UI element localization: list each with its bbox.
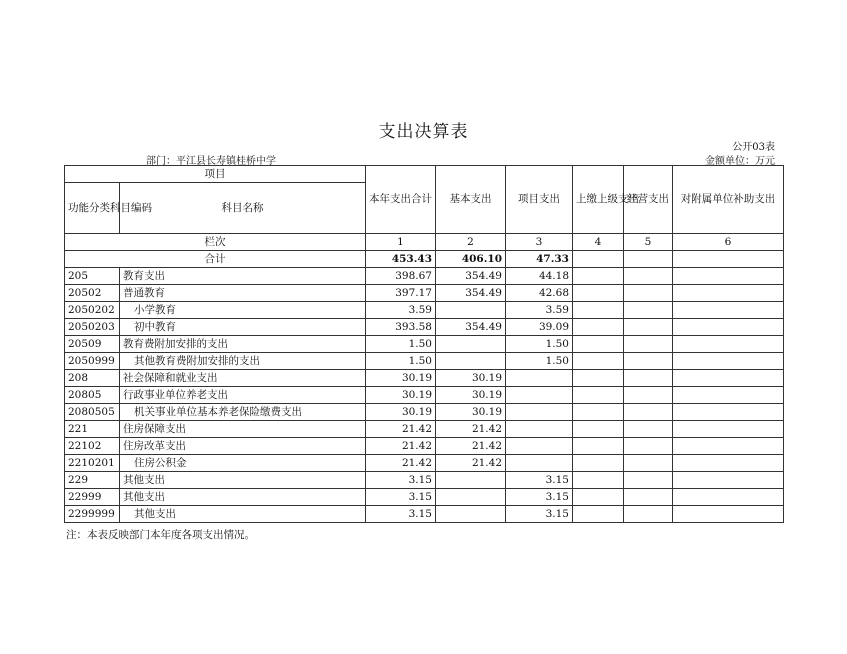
row-name: 住房公积金 <box>120 455 366 472</box>
row-basic: 21.42 <box>436 421 506 438</box>
row-total: 397.17 <box>366 285 436 302</box>
row-basic: 354.49 <box>436 268 506 285</box>
row-code: 2210201 <box>65 455 120 472</box>
header-subsidy: 对附属单位补助支出 <box>673 166 784 234</box>
sum-label: 合计 <box>65 251 366 268</box>
row-subsidy <box>673 268 784 285</box>
row-name: 小学教育 <box>120 302 366 319</box>
table-row <box>65 472 784 489</box>
form-code: 公开03表 <box>732 142 775 153</box>
row-code: 205 <box>65 268 120 285</box>
sum-total: 453.43 <box>366 251 436 268</box>
row-project <box>506 455 573 472</box>
header-business: 经营支出 <box>624 166 673 234</box>
row-code: 2050202 <box>65 302 120 319</box>
row-basic <box>436 506 506 523</box>
table-row <box>65 319 784 336</box>
row-upper <box>573 268 624 285</box>
row-total: 21.42 <box>366 455 436 472</box>
table-row <box>65 489 784 506</box>
sum-subsidy <box>673 251 784 268</box>
row-subsidy <box>673 506 784 523</box>
row-code: 208 <box>65 370 120 387</box>
row-name: 社会保障和就业支出 <box>120 370 366 387</box>
row-subsidy <box>673 421 784 438</box>
row-total: 21.42 <box>366 421 436 438</box>
department-label: 部门：平江县长寿镇桂桥中学 <box>146 156 276 167</box>
row-upper <box>573 404 624 421</box>
sum-upper <box>573 251 624 268</box>
row-subsidy <box>673 285 784 302</box>
row-total: 21.42 <box>366 438 436 455</box>
table-row <box>65 285 784 302</box>
table-row <box>65 370 784 387</box>
row-code: 22102 <box>65 438 120 455</box>
row-basic: 354.49 <box>436 285 506 302</box>
header-name: 科目名称 <box>120 183 366 234</box>
row-code: 20509 <box>65 336 120 353</box>
row-upper <box>573 370 624 387</box>
table-row <box>65 506 784 523</box>
row-subsidy <box>673 489 784 506</box>
row-total: 3.59 <box>366 302 436 319</box>
header-project: 项目支出 <box>506 166 573 234</box>
row-total: 1.50 <box>366 336 436 353</box>
row-upper <box>573 353 624 370</box>
row-basic: 30.19 <box>436 370 506 387</box>
row-subsidy <box>673 404 784 421</box>
index-cell: 3 <box>506 234 573 251</box>
row-total: 30.19 <box>366 404 436 421</box>
expenditure-table <box>64 165 784 523</box>
row-project: 3.15 <box>506 472 573 489</box>
table-row <box>65 404 784 421</box>
table-row <box>65 268 784 285</box>
row-name: 教育费附加安排的支出 <box>120 336 366 353</box>
row-code: 2080505 <box>65 404 120 421</box>
sum-row <box>65 251 784 268</box>
row-total: 3.15 <box>366 506 436 523</box>
row-subsidy <box>673 472 784 489</box>
row-name: 教育支出 <box>120 268 366 285</box>
row-project <box>506 387 573 404</box>
header-upper: 上缴上级支出 <box>573 166 624 234</box>
row-project <box>506 404 573 421</box>
header-code: 功能分类科目编码 <box>65 183 120 234</box>
row-name: 其他支出 <box>120 472 366 489</box>
row-project <box>506 370 573 387</box>
row-name: 其他支出 <box>120 506 366 523</box>
row-business <box>624 421 673 438</box>
index-cell: 1 <box>366 234 436 251</box>
row-basic: 21.42 <box>436 438 506 455</box>
row-name: 初中教育 <box>120 319 366 336</box>
row-business <box>624 404 673 421</box>
row-name: 机关事业单位基本养老保险缴费支出 <box>120 404 366 421</box>
table-row <box>65 336 784 353</box>
index-cell: 5 <box>624 234 673 251</box>
row-name: 行政事业单位养老支出 <box>120 387 366 404</box>
row-upper <box>573 336 624 353</box>
row-upper <box>573 387 624 404</box>
row-name: 其他教育费附加安排的支出 <box>120 353 366 370</box>
row-name: 住房改革支出 <box>120 438 366 455</box>
row-business <box>624 268 673 285</box>
row-upper <box>573 455 624 472</box>
row-project: 3.15 <box>506 489 573 506</box>
row-code: 2050203 <box>65 319 120 336</box>
row-basic: 30.19 <box>436 404 506 421</box>
row-basic: 354.49 <box>436 319 506 336</box>
row-name: 住房保障支出 <box>120 421 366 438</box>
row-code: 221 <box>65 421 120 438</box>
row-business <box>624 489 673 506</box>
row-basic <box>436 472 506 489</box>
index-cell: 4 <box>573 234 624 251</box>
sum-business <box>624 251 673 268</box>
row-project: 39.09 <box>506 319 573 336</box>
header-row-item <box>65 166 784 183</box>
row-basic <box>436 336 506 353</box>
row-business <box>624 472 673 489</box>
row-business <box>624 336 673 353</box>
row-basic <box>436 353 506 370</box>
row-total: 398.67 <box>366 268 436 285</box>
row-code: 22999 <box>65 489 120 506</box>
row-subsidy <box>673 438 784 455</box>
row-project: 44.18 <box>506 268 573 285</box>
unit-label: 金额单位：万元 <box>705 156 775 167</box>
row-basic <box>436 489 506 506</box>
row-basic: 21.42 <box>436 455 506 472</box>
row-subsidy <box>673 353 784 370</box>
header-basic: 基本支出 <box>436 166 506 234</box>
index-cell: 6 <box>673 234 784 251</box>
header-total: 本年支出合计 <box>366 166 436 234</box>
row-project: 3.15 <box>506 506 573 523</box>
row-project: 3.59 <box>506 302 573 319</box>
row-subsidy <box>673 387 784 404</box>
row-upper <box>573 302 624 319</box>
row-code: 229 <box>65 472 120 489</box>
row-basic <box>436 302 506 319</box>
row-project <box>506 421 573 438</box>
row-business <box>624 353 673 370</box>
row-business <box>624 387 673 404</box>
index-label: 栏次 <box>65 234 366 251</box>
row-business <box>624 285 673 302</box>
footnote: 注：本表反映部门本年度各项支出情况。 <box>66 529 255 541</box>
table-row <box>65 455 784 472</box>
table-row <box>65 421 784 438</box>
row-business <box>624 438 673 455</box>
table-row <box>65 438 784 455</box>
row-total: 3.15 <box>366 472 436 489</box>
row-name: 普通教育 <box>120 285 366 302</box>
row-total: 30.19 <box>366 370 436 387</box>
row-code: 2299999 <box>65 506 120 523</box>
table-row <box>65 387 784 404</box>
row-subsidy <box>673 455 784 472</box>
index-row <box>65 234 784 251</box>
row-upper <box>573 319 624 336</box>
row-subsidy <box>673 370 784 387</box>
row-subsidy <box>673 319 784 336</box>
row-name: 其他支出 <box>120 489 366 506</box>
row-subsidy <box>673 336 784 353</box>
row-total: 1.50 <box>366 353 436 370</box>
row-project: 1.50 <box>506 353 573 370</box>
row-upper <box>573 438 624 455</box>
row-code: 20502 <box>65 285 120 302</box>
row-code: 2050999 <box>65 353 120 370</box>
table-row <box>65 353 784 370</box>
row-code: 20805 <box>65 387 120 404</box>
row-subsidy <box>673 302 784 319</box>
index-cell: 2 <box>436 234 506 251</box>
row-project <box>506 438 573 455</box>
row-upper <box>573 285 624 302</box>
page-title: 支出决算表 <box>378 122 469 142</box>
row-upper <box>573 472 624 489</box>
row-upper <box>573 489 624 506</box>
row-total: 30.19 <box>366 387 436 404</box>
header-item: 项目 <box>65 166 366 183</box>
table-row <box>65 302 784 319</box>
row-upper <box>573 421 624 438</box>
row-business <box>624 302 673 319</box>
row-business <box>624 455 673 472</box>
row-total: 3.15 <box>366 489 436 506</box>
row-business <box>624 370 673 387</box>
row-project: 42.68 <box>506 285 573 302</box>
sum-project: 47.33 <box>506 251 573 268</box>
row-business <box>624 319 673 336</box>
sum-basic: 406.10 <box>436 251 506 268</box>
row-basic: 30.19 <box>436 387 506 404</box>
row-business <box>624 506 673 523</box>
row-total: 393.58 <box>366 319 436 336</box>
row-project: 1.50 <box>506 336 573 353</box>
row-upper <box>573 506 624 523</box>
